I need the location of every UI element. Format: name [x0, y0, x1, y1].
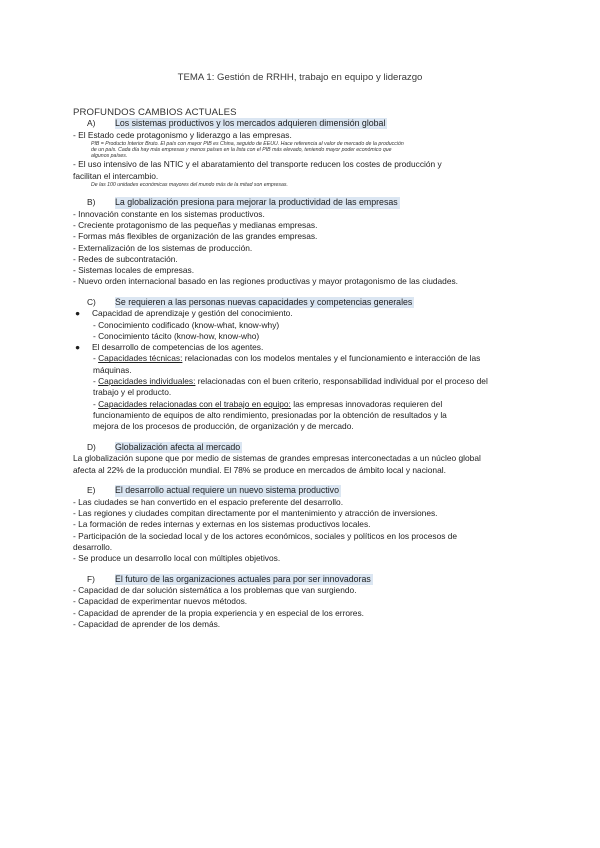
section-a-letter: A) [87, 118, 96, 129]
dash: - [93, 353, 99, 364]
section-b-item: - Redes de subcontratación. [73, 253, 178, 264]
section-a-line-2b: facilitan el intercambio. [73, 170, 159, 181]
main-heading: PROFUNDOS CAMBIOS ACTUALES [73, 107, 237, 118]
section-c-sub-2: - Conocimiento tácito (know-how, know-who) [93, 330, 260, 341]
section-d-heading [73, 442, 528, 454]
section-f-letter: F) [87, 573, 95, 584]
section-b-title: La globalización presiona para mejorar la productividad de las empresas [115, 197, 398, 208]
section-f-item: - Capacidad de aprender de la propia experiencia y en especial de los errores. [73, 607, 364, 618]
section-d-letter: D) [87, 441, 96, 452]
section-c-heading [73, 297, 528, 309]
section-e-item: - Las ciudades se han convertido en el espacio preferente del desarrollo. [73, 496, 344, 507]
section-e-letter: E) [87, 485, 96, 496]
bullet-dot-icon: ● [75, 308, 81, 319]
section-a-note-1b: de un país. Cada día hay más empresas y menos países en la lista con el PIB más elevado, teniendo mayor poder económico que [91, 147, 392, 153]
section-a-note-1a: PIB = Producto Interior Bruto. El país con mayor PIB es China, seguido de EEUU. Hace referencia al valor de mercado de la producción [91, 140, 404, 147]
section-a-title: Los sistemas productivos y los mercados adquieren dimensión global [115, 118, 386, 129]
section-d-text-2: afecta al 22% de la producción mundial. El 78% se produce en mercados de ámbito local y nacional. [73, 464, 446, 475]
dash: - [93, 398, 99, 409]
section-e-item-4b: desarrollo. [73, 541, 113, 552]
individual-capacities-text: relacionadas con el buen criterio, responsabilidad individual por el proceso del [195, 376, 488, 387]
section-c-bullet-2 [73, 342, 528, 353]
section-b-item: - Nuevo orden internacional basado en las regiones productivas y mayor protagonismo de las ciudades. [73, 276, 459, 287]
section-c-bullet-1 [73, 308, 528, 319]
section-d-text-1: La globalización supone que por medio de sistemas de grandes empresas interconectadas a un núcleo global [73, 453, 481, 464]
section-c-bullet-1-text: Capacidad de aprendizaje y gestión del conocimiento. [92, 308, 293, 319]
section-c-sub-1: - Conocimiento codificado (know-what, know-why) [93, 319, 280, 330]
section-b-item: - Sistemas locales de empresas. [73, 265, 195, 276]
section-e-item: - Las regiones y ciudades compitan directamente por el mantenimiento y atracción de inversiones. [73, 508, 438, 519]
section-a-line-2a: - El uso intensivo de las NTIC y el abaratamiento del transporte reducen los costes de producción y [73, 159, 442, 170]
section-a-note-1 [73, 141, 528, 160]
section-f-title: El futuro de las organizaciones actuales para por ser innovadoras [115, 573, 371, 584]
section-a-note-2: De las 100 unidades económicas mayores del mundo más de la mitad son empresas. [91, 182, 288, 188]
section-f-heading [73, 574, 528, 586]
section-b-item: - Creciente protagonismo de las pequeñas y medianas empresas. [73, 220, 318, 230]
section-b-item: - Externalización de los sistemas de producción. [73, 242, 253, 253]
individual-capacities-label: Capacidades individuales: [98, 376, 196, 387]
team-capacities-label: Capacidades relacionadas con el trabajo en equipo: [98, 398, 291, 409]
section-e-heading [73, 485, 528, 497]
section-a-heading [73, 118, 528, 130]
technical-capacities-text: relacionadas con los modelos mentales y el funcionamiento e interacción de las [182, 353, 481, 364]
section-f-item: - Capacidad de aprender de los demás. [73, 618, 221, 629]
section-a-note-1c: algunos países. [91, 153, 128, 160]
section-c-bullet-2-text: El desarrollo de competencias de los agentes. [92, 342, 264, 353]
section-b-heading [73, 197, 528, 209]
document-body [73, 107, 528, 630]
section-e-item-5: - Se produce un desarrollo local con múltiples objetivos. [73, 553, 281, 564]
section-f-item: - Capacidad de dar solución sistemática a los problemas que van surgiendo. [73, 585, 357, 596]
section-e-item-4a: - Participación de la sociedad local y de los actores económicos, sociales y políticos en los procesos de [73, 530, 458, 541]
section-b-item: - Formas más flexibles de organización de las grandes empresas. [73, 231, 318, 242]
section-f-item: - Capacidad de experimentar nuevos métodos. [73, 596, 248, 607]
team-capacities-text: las empresas innovadoras requieren del [290, 398, 443, 409]
team-capacities-text-2: funcionamiento de equipos de alto rendimiento, presionadas por la obtención de resultados y la [93, 409, 447, 420]
individual-capacities-text-2: trabajo y el producto. [93, 387, 172, 398]
technical-capacities-text-2: máquinas. [93, 364, 132, 375]
bullet-dot-icon: ● [75, 342, 81, 353]
section-b-item: - Innovación constante en los sistemas productivos. [73, 208, 265, 219]
section-c-letter: C) [87, 296, 96, 307]
section-c-title: Se requieren a las personas nuevas capacidades y competencias generales [115, 296, 413, 307]
technical-capacities-label: Capacidades técnicas: [98, 353, 183, 364]
dash: - [93, 376, 99, 387]
document-title: TEMA 1: Gestión de RRHH, trabajo en equipo y liderazgo [177, 72, 423, 83]
team-capacities-text-3: mejora de los procesos de producción, de organización y de mercado. [93, 421, 354, 432]
section-a-line-1: - El Estado cede protagonismo y liderazgo a las empresas. [73, 129, 292, 140]
section-e-item: - La formación de redes internas y externas en los sistemas productivos locales. [73, 519, 371, 530]
section-e-title: El desarrollo actual requiere un nuevo sistema productivo [115, 485, 339, 496]
section-b-letter: B) [87, 197, 96, 208]
section-d-title: Globalización afecta al mercado [115, 441, 241, 452]
section-c-technical [73, 353, 528, 432]
